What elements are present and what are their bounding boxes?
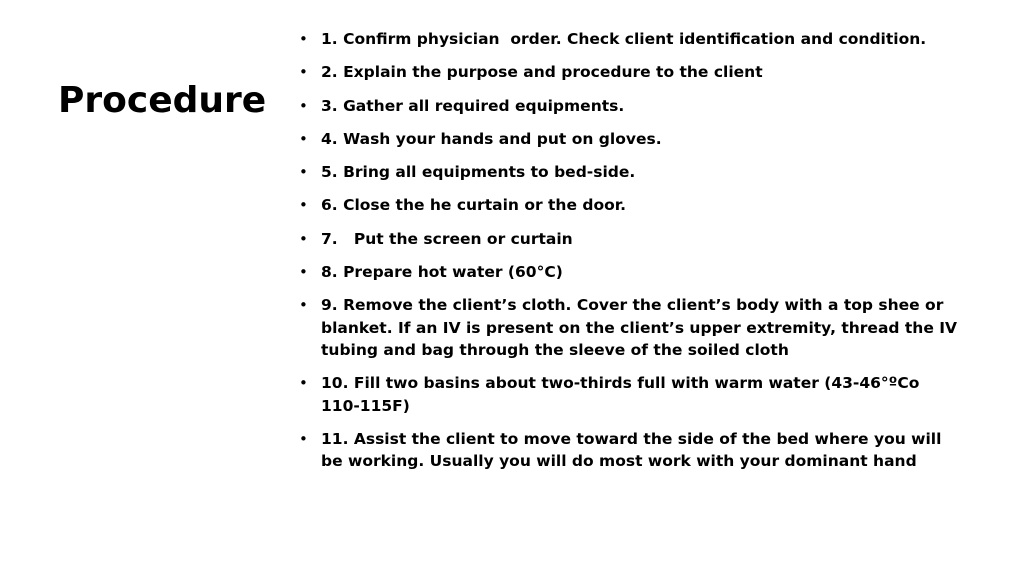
bullet-icon: • <box>299 163 308 182</box>
bullet-icon: • <box>299 196 308 215</box>
bullet-icon: • <box>299 296 308 315</box>
step-text-5: 5. Bring all equipments to bed-side. <box>321 163 636 182</box>
procedure-steps-list <box>299 28 963 483</box>
bullet-icon: • <box>299 96 308 115</box>
step-item-3 <box>299 95 959 117</box>
step-text-10: 10. Fill two basins about two-thirds full with warm water (43-46°ºCo 110-115F) <box>321 374 925 415</box>
slide-title: Procedure <box>58 80 267 121</box>
step-text-1: 1. Confirm physician order. Check client identification and condition. <box>321 30 927 48</box>
bullet-icon: • <box>299 30 308 48</box>
step-item-7 <box>299 228 959 250</box>
step-item-8 <box>299 261 959 283</box>
step-item-1 <box>299 28 959 50</box>
step-text-8: 8. Prepare hot water (60°C) <box>321 263 563 282</box>
bullet-icon: • <box>299 129 308 148</box>
step-text-9: 9. Remove the client’s cloth. Cover the client’s body with a top shee or blanket. If an IV is present on the client’s upper extremity, thread the IV tubing and bag through the sleeve of the soiled cloth <box>321 296 963 359</box>
bullet-icon: • <box>299 229 308 248</box>
step-text-6: 6. Close the he curtain or the door. <box>321 196 627 215</box>
step-item-2 <box>299 61 959 83</box>
step-item-5 <box>299 161 959 183</box>
step-item-4 <box>299 128 959 150</box>
step-item-11 <box>299 428 959 473</box>
step-item-9 <box>299 294 963 361</box>
bullet-icon: • <box>299 374 308 393</box>
step-text-2: 2. Explain the purpose and procedure to the client <box>321 63 763 82</box>
step-text-7: 7. Put the screen or curtain <box>321 229 573 248</box>
step-text-4: 4. Wash your hands and put on gloves. <box>321 129 662 148</box>
step-item-10 <box>299 372 959 417</box>
step-text-11: 11. Assist the client to move toward the side of the bed where you will be working. Usually you will do most work with your dominant hand <box>321 429 947 471</box>
bullet-icon: • <box>299 263 308 282</box>
bullet-icon: • <box>299 429 308 448</box>
bullet-icon: • <box>299 63 308 82</box>
step-item-6 <box>299 194 959 216</box>
step-text-3: 3. Gather all required equipments. <box>321 96 625 115</box>
